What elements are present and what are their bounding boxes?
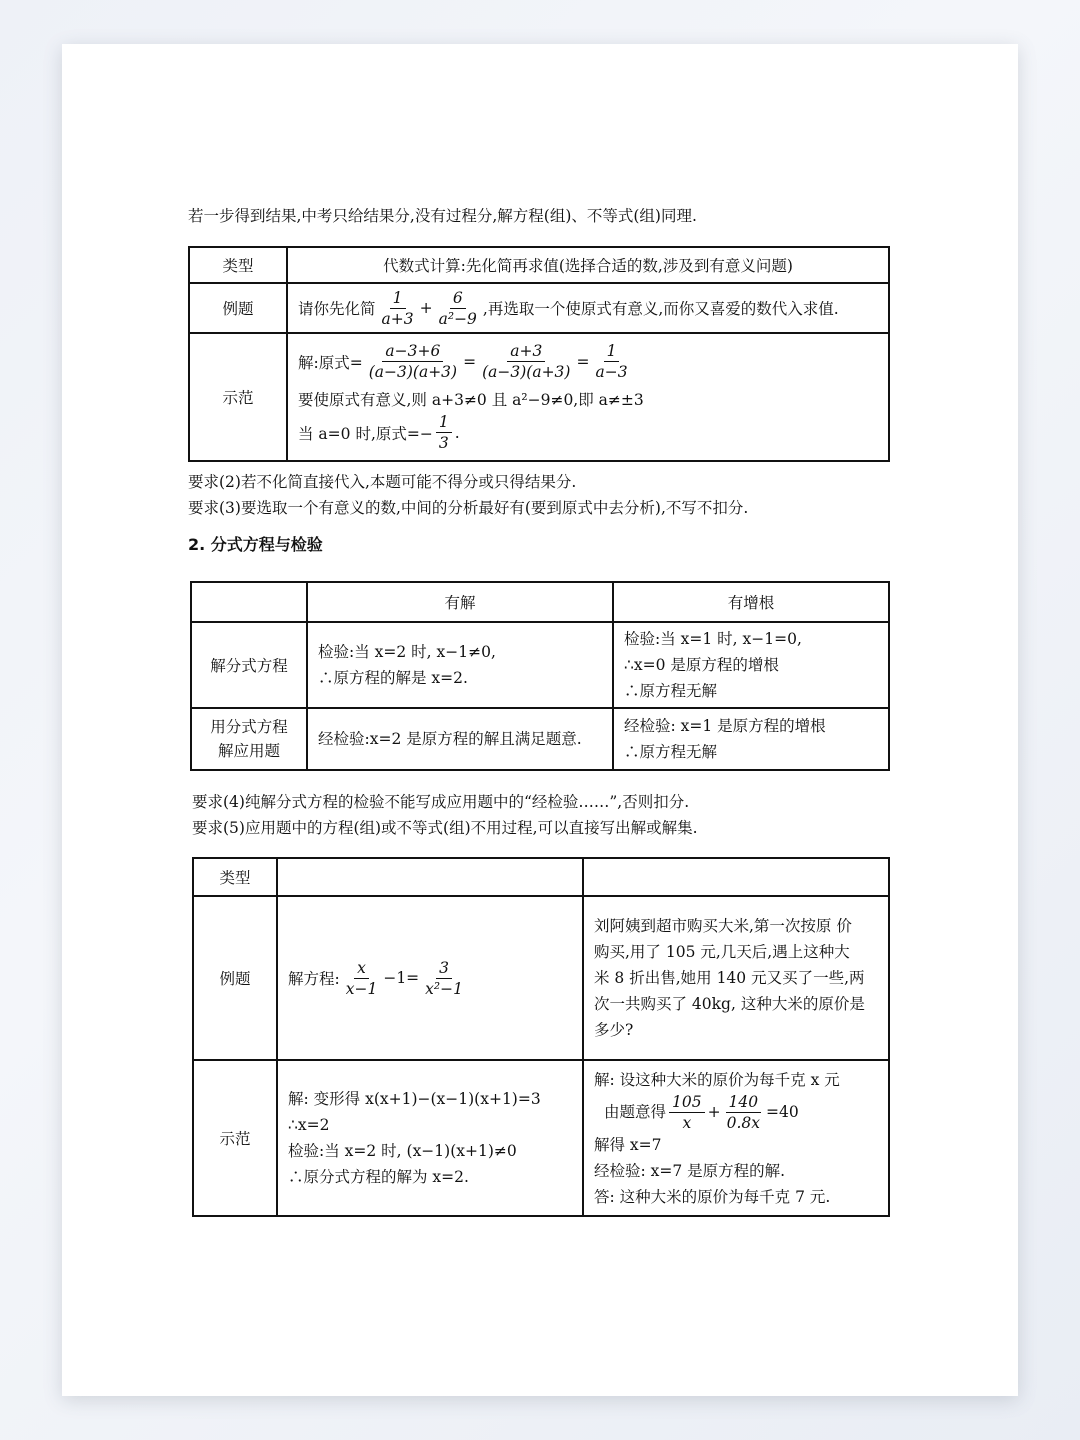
t2-row1-c2-line1: 检验:当 x=1 时, x−1=0,	[624, 630, 802, 648]
t1-example-label: 例题	[189, 283, 287, 333]
t2-row2-c2-line2: ∴原方程无解	[624, 743, 718, 761]
t2-col-has-solution: 有解	[307, 582, 613, 622]
t2-corner	[191, 582, 307, 622]
t2-row1-c1-line1: 检验:当 x=2 时, x−1≠0,	[318, 643, 496, 661]
requirement-3: 要求(3)要选取一个有意义的数,中间的分析最好有(要到原式中去分析),不写不扣分.	[188, 499, 749, 517]
document-page	[62, 44, 1018, 1396]
t1-demo-line3: 当 a=0 时,原式=− $\frac{1}{3}$ .	[298, 413, 460, 452]
t2-row1-c1	[307, 622, 613, 708]
t2-row2-c2	[613, 708, 889, 770]
t1-example-frac1: $\frac{1}{a+3}$	[381, 288, 414, 328]
t3-type-label: 类型	[193, 858, 277, 896]
t2-row2-c2-line1: 经检验: x=1 是原方程的增根	[624, 717, 826, 735]
t1-example-pre: 请你先化简	[298, 300, 376, 318]
t2-row1-c2-line3: ∴原方程无解	[624, 682, 718, 700]
t2-col-extraneous: 有增根	[613, 582, 889, 622]
t3-type-c1	[277, 858, 583, 896]
t1-example-post: ,再选取一个使原式有意义,而你又喜爱的数代入求值.	[482, 300, 839, 318]
t3-type-c2	[583, 858, 889, 896]
requirement-2: 要求(2)若不化简直接代入,本题可能不得分或只得结果分.	[188, 473, 577, 491]
t2-row1-c2	[613, 622, 889, 708]
t2-row1-c1-line2: ∴原方程的解是 x=2.	[318, 669, 468, 687]
t3-demo-label: 示范	[193, 1060, 277, 1216]
requirement-4: 要求(4)纯解分式方程的检验不能写成应用题中的“经检验……”,否则扣分.	[192, 793, 690, 811]
t1-type-label: 类型	[189, 247, 287, 283]
t1-demo-line2: 要使原式有意义,则 a+3≠0 且 a²−9≠0,即 a≠±3	[298, 391, 644, 409]
t3-demo-c1: 解: 变形得 x(x+1)−(x−1)(x+1)=3 ∴x=2 检验:当 x=2 时, (x−1)(x+1)≠0 ∴原分式方程的解为 x=2.	[277, 1060, 583, 1216]
t1-example-frac2: $\frac{6}{\text{a²−9}}$	[438, 288, 477, 328]
t3-demo-c2: 解: 设这种大米的原价为每千克 x 元 由题意得 $\frac{105}{x}$ + $\frac{140}{0.8x}$ =40 解得 x=7 经检验: x=7 是原方程的解. 答: 这种大米的原价为每千克 7 元.	[583, 1060, 889, 1216]
t1-demo-content	[287, 333, 889, 461]
intro-line: 若一步得到结果,中考只给结果分,没有过程分,解方程(组)、不等式(组)同理.	[188, 207, 697, 225]
t1-example-plus: +	[419, 299, 433, 317]
t1-type-value: 代数式计算:先化简再求值(选择合适的数,涉及到有意义问题)	[287, 247, 889, 283]
table-fraction-equation-check	[190, 581, 890, 771]
t1-example-content	[287, 283, 889, 333]
table-simplify-evaluate	[188, 246, 890, 462]
t3-example-label: 例题	[193, 896, 277, 1060]
requirement-5: 要求(5)应用题中的方程(组)或不等式(组)不用过程,可以直接写出解或解集.	[192, 819, 698, 837]
t3-example-c1: 解方程: $\frac{x}{x-1}$ −1= $\frac{3}{\text{x²−1}}$	[277, 896, 583, 1060]
t2-row2-c1: 经检验:x=2 是原方程的解且满足题意.	[307, 708, 613, 770]
t2-row1-label: 解分式方程	[191, 622, 307, 708]
t2-row1-c2-line2: ∴x=0 是原方程的增根	[624, 656, 779, 674]
t3-example-c2: 刘阿姨到超市购买大米,第一次按原 价 购买,用了 105 元,几天后,遇上这种大 米 8 折出售,她用 140 元又买了一些,两 次一共购买了 40kg, 这种大米的原价是 多少?	[583, 896, 889, 1060]
t1-demo-label: 示范	[189, 333, 287, 461]
t2-row2-label: 用分式方程 解应用题	[191, 708, 307, 770]
section-2-title: 2. 分式方程与检验	[188, 535, 323, 554]
table-equation-examples	[192, 857, 890, 1217]
t1-demo-line1: 解:原式= $\frac{a-3+6}{(a-3)(a+3)}$ = $\frac{a+3}{(a-3)(a+3)}$ = $\frac{1}{a-3}$	[298, 342, 628, 381]
